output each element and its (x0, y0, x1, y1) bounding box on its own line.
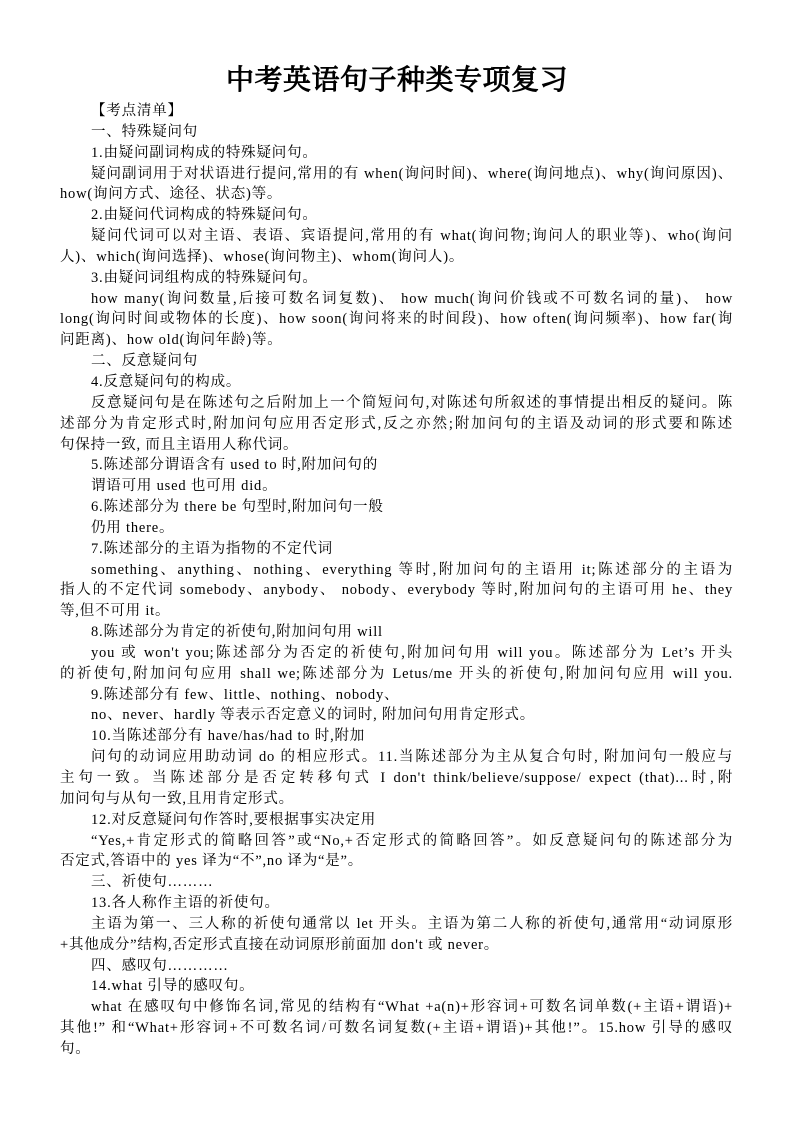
point-heading: 1.由疑问副词构成的特殊疑问句。 (91, 144, 318, 161)
text-line: 问句的动词应用助动词 do 的相应形式。11.当陈述部分为主从复合句时, 附加问句一般应与 (91, 749, 733, 766)
section-heading: 四、感叹句………… (91, 957, 229, 974)
text-line: something、anything、nothing、everything 等时,附加问句的主语用 it;陈述部分的主语为 (91, 561, 733, 578)
point-heading: 13.各人称作主语的祈使句。 (91, 895, 280, 912)
section-heading: 三、祈使句……… (91, 874, 214, 891)
section-heading: 一、特殊疑问句 (91, 123, 199, 140)
point-heading: 5.陈述部分谓语含有 used to 时,附加问句的 (91, 457, 379, 474)
text-line: what 在感叹句中修饰名词,常见的结构有“What +a(n)+形容词+可数名词单数(+主语+谓语)+ (91, 999, 733, 1016)
point-heading: 9.陈述部分有 few、little、nothing、nobody、 (91, 686, 400, 703)
text-line: 等,但不可用 it。 (60, 603, 171, 620)
text-line: 谓语可用 used 也可用 did。 (91, 478, 278, 495)
point-heading: 4.反意疑问句的构成。 (91, 373, 242, 390)
section-heading: 二、反意疑问句 (91, 353, 199, 370)
point-heading: 12.对反意疑问句作答时,要根据事实决定用 (91, 811, 377, 828)
section-heading-checklist: 【考点清单】 (91, 103, 183, 119)
text-line: no、never、hardly 等表示否定意义的词时, 附加问句用肯定形式。 (91, 707, 536, 724)
document-body (60, 101, 733, 1060)
point-heading: 10.当陈述部分有 have/has/had to 时,附加 (91, 728, 366, 745)
text-line: you 或 won't you;陈述部分为否定的祈使句,附加问句用 will you。陈述部分为 Let’s 开头 (91, 644, 733, 661)
point-heading: 8.陈述部分为肯定的祈使句,附加问句用 will (91, 624, 383, 641)
text-line: +其他成分”结构,否定形式直接在动词原形前面加 don't 或 never。 (60, 936, 500, 953)
point-heading: 6.陈述部分为 there be 句型时,附加问句一般 (91, 499, 384, 516)
text-line: 否定式,答语中的 yes 译为“不”,no 译为“是”。 (60, 853, 364, 870)
text-line: 主语为第一、三人称的祈使句通常以 let 开头。主语为第二人称的祈使句,通常用“动词原形 (91, 915, 733, 932)
text-line: 句保持一致, 而且主语用人称代词。 (60, 436, 299, 453)
point-heading: 2.由疑问代词构成的特殊疑问句。 (91, 207, 318, 224)
text-line: long(询问时间或物体的长度)、how soon(询问将来的时间段)、how often(询问频率)、how far(询 (60, 311, 733, 328)
text-line: 主句一致。当陈述部分是否定转移句式 I don't think/believe/suppose/ expect (that)...时,附 (60, 770, 733, 786)
text-line: 疑问副词用于对状语进行提问,常用的有 when(询问时间)、where(询问地点)、why(询问原因)、 (91, 165, 733, 182)
text-line: 句。 (60, 1040, 91, 1057)
point-heading: 14.what 引导的感叹句。 (91, 978, 255, 995)
text-line: 加问句与从句一致,且用肯定形式。 (60, 790, 294, 807)
text-line: 的祈使句,附加问句应用 shall we;陈述部分为 Letus/me 开头的祈使句,附加问句应用 will you. (60, 665, 733, 682)
text-line: 反意疑问句是在陈述句之后附加上一个简短问句,对陈述句所叙述的事情提出相反的疑问。陈 (91, 394, 733, 411)
text-line: 其他!” 和“What+形容词+不可数名词/可数名词复数(+主语+谓语)+其他!”。15.how 引导的感叹 (60, 1020, 733, 1037)
text-line: “Yes,+肯定形式的简略回答”或“No,+否定形式的简略回答”。如反意疑问句的陈述部分为 (91, 832, 733, 849)
point-heading: 3.由疑问词组构成的特殊疑问句。 (91, 269, 318, 286)
text-line: how(询问方式、途径、状态)等。 (60, 186, 283, 203)
text-line: 人)、which(询问选择)、whose(询问物主)、whom(询问人)。 (60, 248, 465, 265)
page-title: 中考英语句子种类专项复习 (225, 64, 568, 95)
point-heading: 7.陈述部分的主语为指物的不定代词 (91, 540, 333, 557)
text-line: how many(询问数量,后接可数名词复数)、 how much(询问价钱或不可数名词的量)、 how (91, 290, 733, 307)
text-line: 仍用 there。 (91, 519, 175, 536)
text-line: 问距离)、how old(询问年龄)等。 (60, 332, 283, 349)
text-line: 述部分为肯定形式时,附加问句应用否定形式,反之亦然;附加问句的主语及动词的形式要和陈述 (60, 415, 733, 432)
text-line: 疑问代词可以对主语、表语、宾语提问,常用的有 what(询问物;询问人的职业等)、who(询问 (91, 228, 733, 245)
text-line: 指人的不定代词 somebody、anybody、 nobody、everybody 等时,附加问句的主语可用 he、they (60, 582, 733, 599)
